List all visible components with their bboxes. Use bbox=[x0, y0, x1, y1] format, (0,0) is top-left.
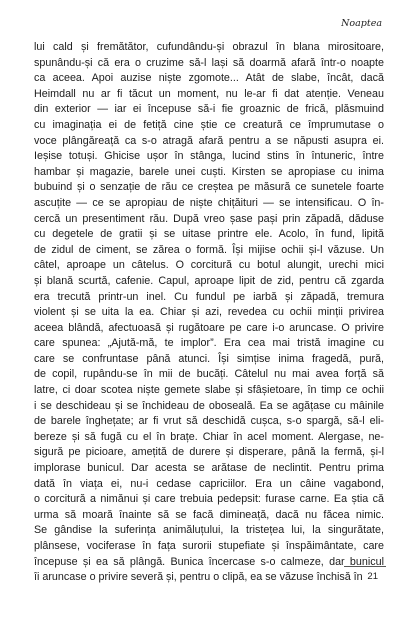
text-line: cu degetele de gratii și se uitase printre ele. Acolo, în fund, lipită bbox=[34, 228, 384, 241]
text-line: latre, ci doar scotea niște gemete slabe și sfâșietoare, în timp ce ochii bbox=[34, 384, 384, 397]
text-line: implorase bunicul. Dar acesta se arătase de neclintit. Pentru prima bbox=[34, 462, 384, 475]
text-line: lui cald și fremătător, cufundându-și obrazul în blana mirositoare, bbox=[34, 41, 384, 53]
text-line: plânsese, vociferase în fața surorii stupefiate și înspăimântate, care bbox=[34, 540, 384, 552]
text-line: îi aruncase o privire severă și, pentru o clipă, ea se văzuse închisă în bbox=[34, 571, 363, 584]
text-line: de zidul de ciment, se zărea o formă. Își mijise ochii și-l văzuse. Un bbox=[34, 243, 384, 256]
text-line: aceea blândă, afectuoasă și rugătoare pe care i-o aruncase. O privire bbox=[34, 321, 384, 334]
text-line: începuse și ea să plângă. Bunica încercase s-o calmeze, dar bunicul bbox=[34, 555, 384, 568]
text-line: era trecută printr-un inel. Cu fundul pe iarbă și zăpadă, tremura bbox=[34, 290, 384, 303]
text-line: ascuțite — ce se apropiau de niște chițăituri — se intensificau. O în- bbox=[34, 196, 384, 209]
text-line: bubuind și o senzație de rău ce creștea pe măsură ce sunetele foarte bbox=[34, 181, 384, 194]
body-text bbox=[34, 40, 384, 586]
text-line: ca aceea. Apoi auzise niște zgomote... Atât de slabe, încât, dacă bbox=[34, 72, 384, 85]
text-line: Se gândise la suferința animăluțului, la tristețea lui, la singurătate, bbox=[34, 524, 384, 537]
text-line: de barele înghețate; ar fi vrut să deschidă cușca, s-o spargă, să-l eli- bbox=[34, 415, 384, 428]
text-line: câtel, aproape un câtelus. O corcitură cu botul alungit, urechi mici bbox=[34, 259, 384, 272]
text-line: cu imaginația ei de fetiță cine știe ce creatură ce împrumutase o bbox=[34, 118, 384, 131]
text-line: hambar și magazie, barele unei cuști. Kirsten se apropiase cu inima bbox=[34, 165, 384, 178]
text-line: violent și se uita la ea. Chiar și azi, revedea cu ochii minții privirea bbox=[34, 306, 384, 319]
text-line: Ieșise totuși. Ghicise ușor în stânga, lucind stins în întuneric, între bbox=[34, 150, 384, 163]
footer-rule bbox=[344, 566, 386, 567]
running-title: Noaptea bbox=[341, 18, 382, 29]
text-line: de copil, rupându-se în mii de bucăți. Câtelul nu mai avea forță să bbox=[34, 368, 384, 381]
text-line: spunându-și că era o cruzime să-l lași să doarmă afară într-o noapte bbox=[34, 56, 384, 69]
text-line: care se confruntase până atunci. Își simțise inima fragedă, pură, bbox=[34, 352, 384, 365]
text-line: i se deschideau și se închideau de oboseală. Ea se agățase cu mâinile bbox=[34, 399, 384, 412]
text-line: urma să moară înainte să se facă dimineață, dacă nu făcea nimic. bbox=[34, 508, 384, 521]
page-number: 21 bbox=[367, 571, 378, 582]
text-line: dată în viața ei, nu-i cedase capriciilor. Era un câine vagabond, bbox=[34, 477, 384, 490]
text-line: cercă un presentiment rău. După vreo șase pași prin zăpadă, dăduse bbox=[34, 212, 384, 225]
text-line: care spunea: „Ajută-mă, te implor”. Era cea mai tristă imagine cu bbox=[34, 337, 384, 350]
text-line: o corcitură a nimănui și care trebuia pedepsit: furase carne. Ea știa că bbox=[34, 493, 384, 506]
text-line: din exterior — iar ei începuse să-i fie groaznic de frică, plăsmuind bbox=[34, 103, 384, 116]
text-line: și blană scurtă, cafenie. Capul, aproape lipit de zid, pentru că zgarda bbox=[34, 274, 384, 287]
text-line: voce plângăreață ca s-o atragă afară pentru a se năpusti asupra ei. bbox=[34, 134, 384, 147]
text-line: sigură pe picioare, amețită de durere și disperare, până la fermă, și-l bbox=[34, 446, 384, 459]
text-line: bereze și să fugă cu el în brațe. Chiar în acel moment. Alergase, ne- bbox=[34, 430, 384, 443]
text-line: Heimdall nu ar fi tăcut un moment, nu le-ar fi dat atenție. Veneau bbox=[34, 87, 384, 100]
